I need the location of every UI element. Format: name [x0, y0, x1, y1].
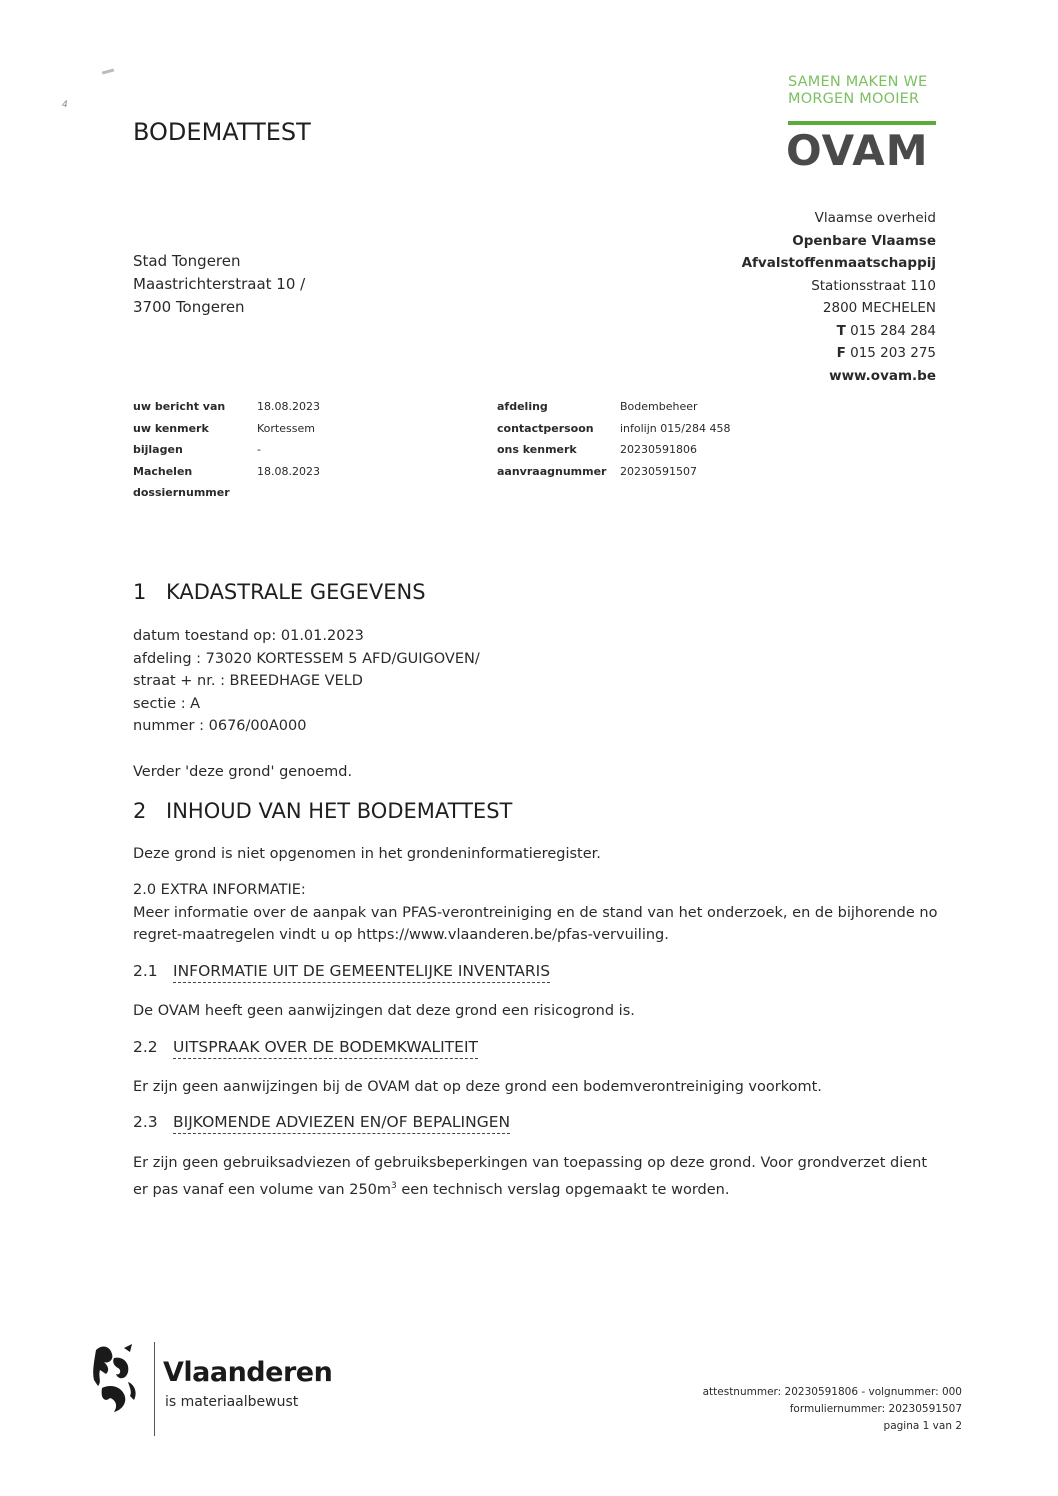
meta-value: Bodembeheer: [620, 400, 698, 413]
subsection-title: BIJKOMENDE ADVIEZEN EN/OF BEPALINGEN: [173, 1113, 510, 1134]
advice-text-part: er pas vanaf een volume van 250m: [133, 1181, 392, 1198]
ovam-logo-bar: [788, 121, 936, 125]
meta-label: contactpersoon: [497, 421, 594, 435]
cadastral-line: afdeling : 73020 KORTESSEM 5 AFD/GUIGOVEN/: [133, 650, 480, 667]
subsection-number: 2.2: [133, 1038, 158, 1056]
footer-page-number: pagina 1 van 2: [883, 1420, 962, 1432]
section-1-heading: [133, 580, 426, 604]
subsection-2-2-text: Er zijn geen aanwijzingen bij de OVAM dat op deze grond een bodemverontreiniging voorkomt.: [133, 1079, 822, 1095]
ovam-slogan: [788, 74, 938, 108]
subsection-title: INFORMATIE UIT DE GEMEENTELIJKE INVENTARIS: [173, 962, 550, 983]
cadastral-line: nummer : 0676/00A000: [133, 718, 307, 734]
meta-labels-right: [497, 396, 612, 482]
org-line: Vlaamse overheid: [814, 210, 936, 226]
meta-value: Kortessem: [257, 421, 315, 435]
sender-address: [742, 207, 936, 387]
advice-line-2: [133, 1175, 973, 1201]
vlaanderen-tagline: is materiaalbewust: [165, 1394, 299, 1410]
meta-values-right: [620, 396, 760, 482]
website-link[interactable]: www.ovam.be: [829, 367, 936, 384]
phone-number: 015 284 284: [850, 322, 936, 339]
meta-value: 20230591806: [620, 443, 697, 456]
meta-label: uw kenmerk: [133, 421, 209, 435]
subsection-title: UITSPRAAK OVER DE BODEMKWALITEIT: [173, 1038, 478, 1059]
meta-label: aanvraagnummer: [497, 464, 607, 478]
advice-text-part: een technisch verslag opgemaakt te worden.: [396, 1181, 730, 1198]
meta-value: 18.08.2023: [257, 464, 320, 478]
margin-mark: 4: [62, 100, 68, 110]
meta-values-left: [257, 396, 377, 482]
extra-info-title: 2.0 EXTRA INFORMATIE:: [133, 882, 306, 898]
recipient-street: Maastrichterstraat 10 /: [133, 275, 306, 293]
section-title: INHOUD VAN HET BODEMATTEST: [166, 799, 513, 823]
slogan-line-2: MORGEN MOOIER: [788, 91, 920, 107]
fax-number: 015 203 275: [850, 345, 936, 361]
footer-form-number: formuliernummer: 20230591507: [789, 1403, 962, 1415]
meta-label: Machelen: [133, 464, 193, 478]
fax-prefix: F: [836, 345, 846, 361]
section-title: KADASTRALE GEGEVENS: [166, 580, 426, 604]
section-2-heading: [133, 799, 512, 823]
scan-speck: [102, 68, 114, 74]
meta-value: 18.08.2023: [257, 400, 320, 413]
subsection-2-1-heading: [133, 962, 550, 980]
subsection-number: 2.1: [133, 962, 158, 980]
phone-prefix: T: [836, 322, 846, 339]
meta-labels-left: [133, 396, 243, 504]
logo-divider: [154, 1342, 155, 1436]
cadastral-details: [133, 625, 963, 738]
fax-line: [742, 342, 936, 365]
slogan-line-1: SAMEN MAKEN WE: [788, 74, 928, 90]
section-number: 2: [133, 799, 147, 823]
subsection-2-2-heading: [133, 1038, 478, 1056]
ovam-logo: OVAM: [786, 126, 929, 175]
flemish-lion-icon: [88, 1340, 148, 1420]
subsection-number: 2.3: [133, 1113, 158, 1131]
org-line: Afvalstoffenmaatschappij: [741, 255, 936, 271]
subsection-2-3-text: [133, 1152, 973, 1201]
meta-value: 20230591507: [620, 464, 697, 478]
meta-label: uw bericht van: [133, 400, 226, 413]
cadastral-line: datum toestand op: 01.01.2023: [133, 628, 364, 644]
subsection-2-3-heading: [133, 1113, 510, 1131]
org-line: Stationsstraat 110: [811, 277, 936, 294]
meta-value: -: [257, 443, 261, 456]
meta-label: bijlagen: [133, 443, 183, 456]
org-line: 2800 MECHELEN: [822, 300, 936, 316]
page-footer: [703, 1384, 962, 1435]
org-line: Openbare Vlaamse: [792, 232, 936, 249]
meta-label: dossiernummer: [133, 486, 230, 499]
superscript: 3: [391, 1180, 397, 1191]
subsection-2-1-text: De OVAM heeft geen aanwijzingen dat deze grond een risicogrond is.: [133, 1003, 635, 1019]
recipient-address: [133, 250, 305, 319]
phone-line: [742, 320, 936, 343]
cadastral-line: sectie : A: [133, 695, 201, 712]
cadastral-line: straat + nr. : BREEDHAGE VELD: [133, 673, 363, 689]
meta-label: afdeling: [497, 400, 548, 413]
document-title: BODEMATTEST: [133, 118, 311, 146]
section-number: 1: [133, 580, 147, 604]
vlaanderen-logo-text: Vlaanderen: [163, 1357, 333, 1388]
extra-info: [133, 879, 963, 947]
recipient-name: Stad Tongeren: [133, 252, 241, 270]
section-1-note: Verder 'deze grond' genoemd.: [133, 764, 353, 780]
footer-attest-number: attestnummer: 20230591806 - volgnummer: 000: [702, 1386, 962, 1398]
recipient-city: 3700 Tongeren: [133, 298, 245, 316]
meta-label: ons kenmerk: [497, 443, 577, 456]
section-2-intro: Deze grond is niet opgenomen in het grondeninformatieregister.: [133, 846, 601, 862]
meta-value: infolijn 015/284 458: [620, 421, 731, 435]
extra-info-text: Meer informatie over de aanpak van PFAS-verontreiniging en de stand van het onderzoek, en de bijhorende no regret-maatregelen vindt u op https://www.vlaanderen.be/pfas-vervuiling.: [133, 904, 938, 943]
advice-line-1: Er zijn geen gebruiksadviezen of gebruiksbeperkingen van toepassing op deze grond. Voor grondverzet dient: [133, 1155, 928, 1171]
